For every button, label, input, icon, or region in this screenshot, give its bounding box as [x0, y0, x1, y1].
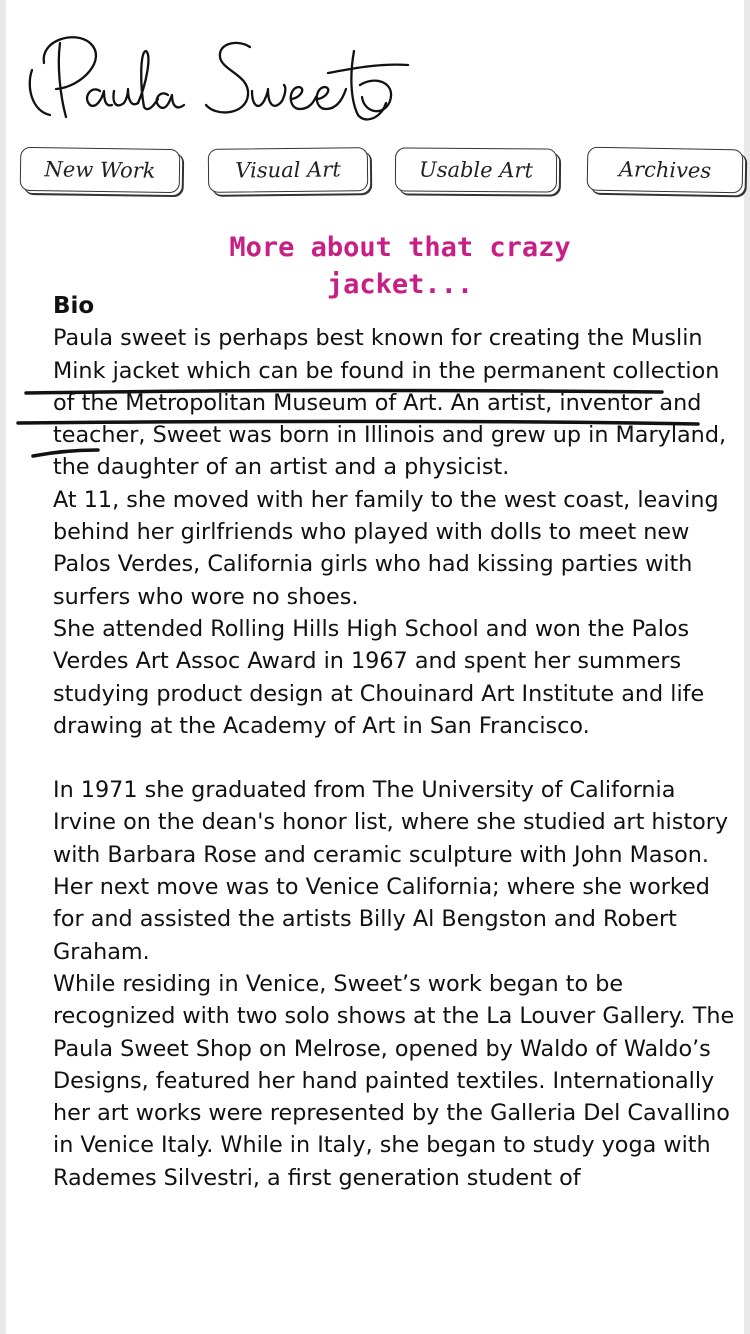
bio-paragraph: Her next move was to Venice California; where she worked for and assisted the artists Billy Al Bengston and Robert Graham.	[53, 874, 710, 965]
main-nav	[20, 148, 744, 196]
bio-paragraph: She attended Rolling Hills High School and won the Palos Verdes Art Assoc Award in 1967 and spent her summers studying product design at Chouinard Art Institute and life drawing at the Academy of Art in San Francisco.	[53, 615, 705, 739]
nav-new-work-button[interactable]: New Work	[20, 147, 181, 193]
bio-content	[53, 290, 743, 1194]
paragraph-gap	[53, 742, 743, 774]
bio-paragraph: Paula sweet is perhaps best known for creating the Muslin Mink jacket which can be found in the permanent collection of the Metropolitan Museum of Art. An artist, inventor and teacher, Sweet was born in Illinois and grew up in Maryland, the daughter of an artist and a physicist.	[53, 325, 727, 481]
signature-logo-icon	[20, 25, 410, 130]
bio-paragraph: In 1971 she graduated from The University of California Irvine on the dean's honor list, where she studied art history with Barbara Rose and ceramic sculpture with John Mason.	[53, 777, 729, 868]
nav-visual-art-button[interactable]: Visual Art	[208, 147, 368, 193]
page-left-edge	[0, 0, 6, 1334]
bio-paragraph: At 11, she moved with her family to the west coast, leaving behind her girlfriends who played with dolls to meet new Palos Verdes, California girls who had kissing parties with surfers who wore no shoes.	[53, 486, 719, 610]
nav-usable-art-button[interactable]: Usable Art	[395, 147, 557, 192]
heading-line-1: More about that crazy	[229, 232, 571, 263]
bio-label: Bio	[53, 293, 95, 319]
page-right-edge	[744, 0, 750, 1334]
heading-line-2: jacket...	[326, 269, 474, 300]
nav-archives-button[interactable]: Archives	[587, 147, 744, 194]
bio-paragraph: While residing in Venice, Sweet’s work began to be recognized with two solo shows at the La Louver Gallery. The Paula Sweet Shop on Melrose, opened by Waldo of Waldo’s Designs, featured her hand painted textiles. Internationally her art works were represented by the Galleria Del Cavallino in Venice Italy. While in Italy, she began to study yoga with Rademes Silvestri, a first generation student of	[53, 970, 735, 1191]
site-logo[interactable]	[20, 25, 410, 130]
